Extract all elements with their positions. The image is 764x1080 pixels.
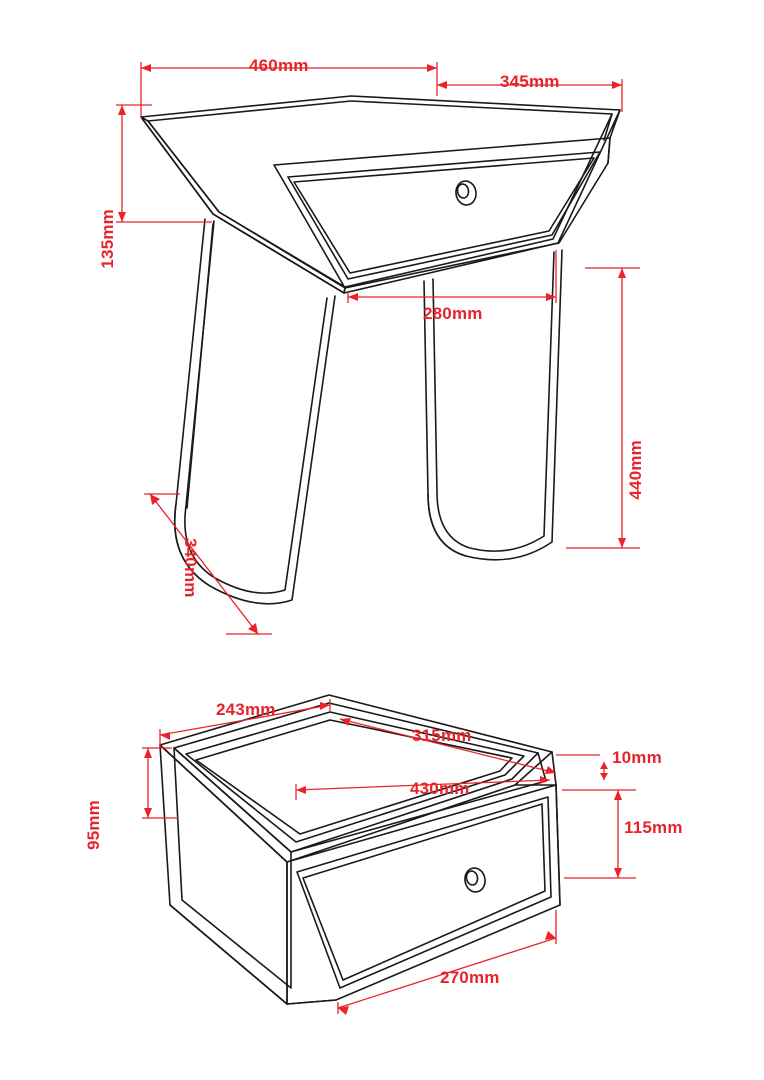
dimension-body-height: 135mm <box>98 209 117 269</box>
dimension-drawer-back-width: 430mm <box>410 779 470 798</box>
dimension-top-depth: 345mm <box>500 72 560 91</box>
dimension-drawer-inner-width: 243mm <box>216 700 276 719</box>
dimension-leg-height: 440mm <box>626 440 645 500</box>
dimension-drawer-front-height: 115mm <box>624 818 683 837</box>
dimension-drawer-bottom-width: 270mm <box>440 968 500 987</box>
dimension-drawer-side-height: 95mm <box>84 800 103 850</box>
dimension-top-width: 460mm <box>249 56 309 75</box>
dimension-leg-depth: 340mm <box>181 538 200 598</box>
nightstand-geometry <box>141 96 620 604</box>
drawer-geometry <box>160 695 560 1004</box>
dimension-drawer-thickness: 10mm <box>612 748 662 767</box>
dimension-drawer-front-width: 280mm <box>423 304 483 323</box>
dimension-drawer-inner-depth: 315mm <box>412 726 472 745</box>
